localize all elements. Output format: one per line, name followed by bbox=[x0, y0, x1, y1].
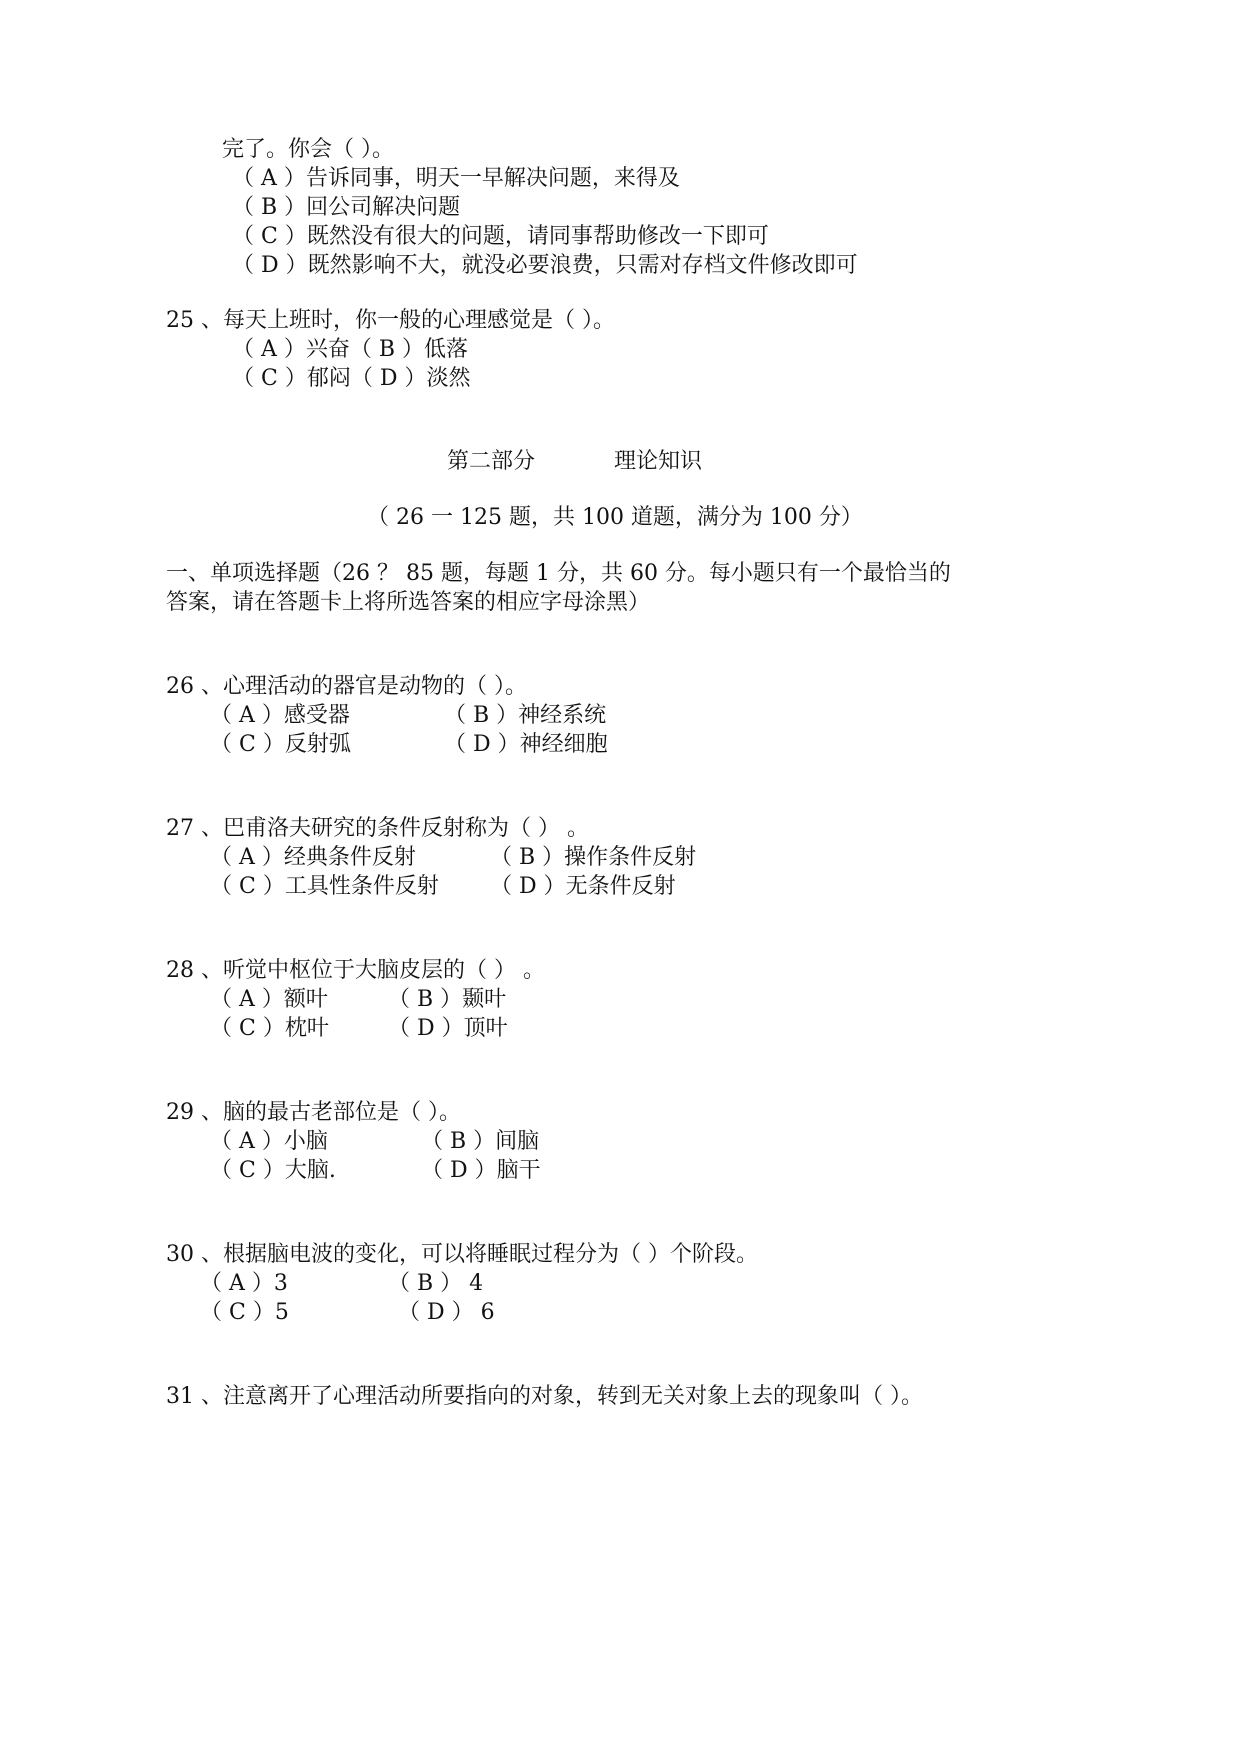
q29-option-b: （ B ）间脑 bbox=[421, 1129, 540, 1154]
part2-title: 第二部分 bbox=[447, 449, 536, 474]
q26-option-a: （ A ）感受器 bbox=[210, 703, 350, 728]
q26-option-d: （ D ）神经细胞 bbox=[444, 732, 608, 757]
q25-options-row1: （ A ）兴奋（ B ）低落 bbox=[232, 337, 469, 362]
q31-stem: 31 、注意离开了心理活动所要指向的对象，转到无关对象上去的现象叫（ ）。 bbox=[166, 1384, 923, 1409]
q29-option-d: （ D ）脑干 bbox=[421, 1158, 541, 1183]
section1-instruction-line1: 一、单项选择题（26 ？ 85 题，每题 1 分，共 60 分。每小题只有一个最恰当的 bbox=[166, 561, 951, 586]
part2-subtitle: 理论知识 bbox=[614, 449, 703, 474]
q25-options-row2: （ C ）郁闷（ D ）淡然 bbox=[232, 366, 471, 391]
q29-stem: 29 、脑的最古老部位是（ ）。 bbox=[166, 1100, 461, 1125]
q30-option-a: （ A ）3 bbox=[200, 1271, 288, 1296]
q30-option-b: （ B ） 4 bbox=[388, 1271, 484, 1296]
section1-instruction-line2: 答案，请在答题卡上将所选答案的相应字母涂黑） bbox=[166, 590, 651, 615]
q28-option-a: （ A ）额叶 bbox=[210, 987, 328, 1012]
q30-option-d: （ D ） 6 bbox=[398, 1300, 495, 1325]
q24-option-b: （ B ）回公司解决问题 bbox=[232, 195, 461, 220]
q26-option-b: （ B ）神经系统 bbox=[444, 703, 607, 728]
q24-option-c: （ C ）既然没有很大的问题，请同事帮助修改一下即可 bbox=[232, 224, 769, 249]
q27-option-d: （ D ）无条件反射 bbox=[490, 874, 676, 899]
q24-option-a: （ A ）告诉同事，明天一早解决问题，来得及 bbox=[232, 166, 680, 191]
q27-option-a: （ A ）经典条件反射 bbox=[210, 845, 416, 870]
q28-option-d: （ D ）顶叶 bbox=[388, 1016, 508, 1041]
q26-option-c: （ C ）反射弧 bbox=[210, 732, 351, 757]
q24-stem-continuation: 完了。你会（ ）。 bbox=[222, 137, 394, 162]
q25-stem: 25 、每天上班时，你一般的心理感觉是（ ）。 bbox=[166, 308, 615, 333]
q29-option-c: （ C ）大脑. bbox=[210, 1158, 336, 1183]
q24-option-d: （ D ）既然影响不大，就没必要浪费，只需对存档文件修改即可 bbox=[232, 253, 858, 278]
q29-option-a: （ A ）小脑 bbox=[210, 1129, 328, 1154]
q27-option-b: （ B ）操作条件反射 bbox=[490, 845, 697, 870]
q28-option-c: （ C ）枕叶 bbox=[210, 1016, 329, 1041]
q27-option-c: （ C ）工具性条件反射 bbox=[210, 874, 439, 899]
q27-stem: 27 、巴甫洛夫研究的条件反射称为（ ） 。 bbox=[166, 816, 589, 841]
q28-option-b: （ B ）颞叶 bbox=[388, 987, 507, 1012]
q30-option-c: （ C ）5 bbox=[200, 1300, 289, 1325]
q26-stem: 26 、心理活动的器官是动物的（ ）。 bbox=[166, 674, 527, 699]
q28-stem: 28 、听觉中枢位于大脑皮层的（ ） 。 bbox=[166, 958, 545, 983]
part2-range: （ 26 一 125 题，共 100 道题，满分为 100 分） bbox=[367, 505, 863, 530]
q30-stem: 30 、根据脑电波的变化，可以将睡眠过程分为（ ）个阶段。 bbox=[166, 1242, 758, 1267]
